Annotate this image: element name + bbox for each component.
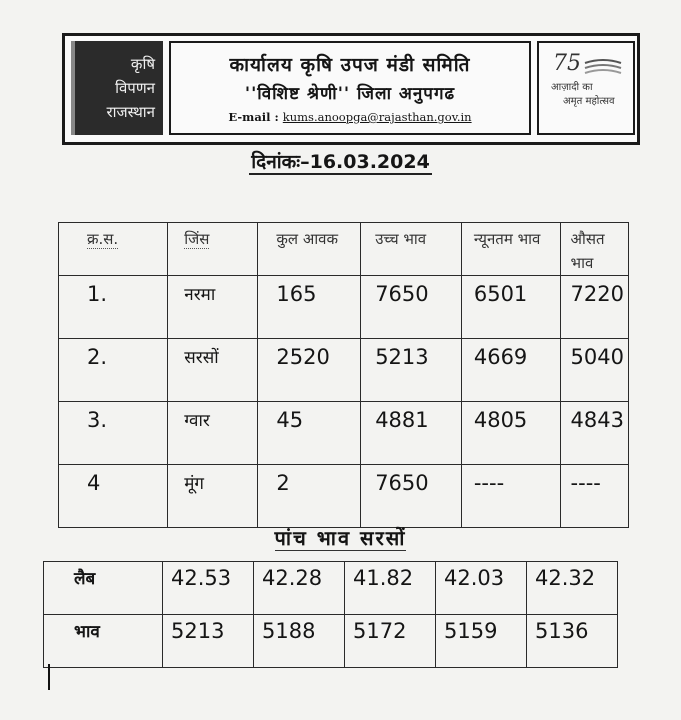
azadi-amrit-mahotsav-logo xyxy=(537,41,635,135)
logo-amrit-text: अमृत महोत्सव xyxy=(563,96,615,107)
cell-high: 7650 xyxy=(361,465,462,528)
cell-high: 7650 xyxy=(361,276,462,339)
logo-75-text: 75 xyxy=(553,51,581,76)
header-serial-label: क्र.स. xyxy=(87,230,119,248)
header-commodity-label: जिंस xyxy=(184,230,210,248)
cell-value: 42.03 xyxy=(436,562,527,615)
section-title-text: पांच भाव सरसों xyxy=(274,526,407,550)
letterhead xyxy=(62,33,640,145)
cell-arrival: 2520 xyxy=(258,339,361,402)
table-row xyxy=(59,402,629,465)
cell-serial: 2. xyxy=(59,339,168,402)
cell-value: 5188 xyxy=(254,615,345,668)
cell-value: 42.28 xyxy=(254,562,345,615)
email-label: E-mail : xyxy=(228,110,279,124)
table-row xyxy=(44,615,618,668)
table-row xyxy=(44,562,618,615)
header-arrival-label: कुल आवक xyxy=(276,230,339,248)
cell-value: 5159 xyxy=(436,615,527,668)
logo-left-line: राजस्थान xyxy=(106,103,155,121)
header-arrival xyxy=(258,223,361,276)
header-serial xyxy=(59,223,168,276)
market-price-table xyxy=(58,222,629,528)
header-commodity xyxy=(168,223,258,276)
row-label: भाव xyxy=(44,615,163,668)
office-title: कार्यालय कृषि उपज मंडी समिति xyxy=(229,54,471,76)
cell-commodity: सरसों xyxy=(168,339,258,402)
flag-swoosh-icon xyxy=(583,59,623,75)
cell-avg: 7220 xyxy=(560,276,628,339)
cell-avg: 5040 xyxy=(560,339,628,402)
cell-avg: ---- xyxy=(560,465,628,528)
krishi-vipnan-logo xyxy=(71,41,163,135)
email-address: kums.anoopga@rajasthan.gov.in xyxy=(282,110,472,124)
cell-commodity: नरमा xyxy=(168,276,258,339)
cell-serial: 1. xyxy=(59,276,168,339)
cell-arrival: 165 xyxy=(258,276,361,339)
cell-low: 4669 xyxy=(461,339,560,402)
row-label: लैब xyxy=(44,562,163,615)
cell-arrival: 45 xyxy=(258,402,361,465)
cell-low: ---- xyxy=(461,465,560,528)
header-avg-label: औसत भाव xyxy=(570,230,605,272)
cell-high: 4881 xyxy=(361,402,462,465)
cell-serial: 4 xyxy=(59,465,168,528)
table-row xyxy=(59,339,629,402)
cell-serial: 3. xyxy=(59,402,168,465)
text-cursor xyxy=(48,664,50,690)
header-low-label: न्यूनतम भाव xyxy=(473,230,541,248)
logo-left-line: कृषि xyxy=(130,55,155,73)
cell-commodity: ग्वार xyxy=(168,402,258,465)
table-header-row xyxy=(59,223,629,276)
header-high-price xyxy=(361,223,462,276)
logo-left-line: विपणन xyxy=(115,79,155,97)
cell-high: 5213 xyxy=(361,339,462,402)
table-row xyxy=(59,465,629,528)
cell-avg: 4843 xyxy=(560,402,628,465)
cell-value: 5213 xyxy=(163,615,254,668)
date-line xyxy=(0,148,681,174)
date-text: दिनांकः–16.03.2024 xyxy=(251,151,430,173)
header-avg-price xyxy=(560,223,628,276)
cell-value: 41.82 xyxy=(345,562,436,615)
mustard-five-price-table xyxy=(43,561,618,668)
cell-arrival: 2 xyxy=(258,465,361,528)
office-subtitle: ''विशिष्ट श्रेणी'' जिला अनुपगढ xyxy=(244,84,456,104)
office-title-box xyxy=(169,41,531,135)
cell-value: 5172 xyxy=(345,615,436,668)
header-high-label: उच्च भाव xyxy=(375,230,427,248)
cell-low: 6501 xyxy=(461,276,560,339)
table-row xyxy=(59,276,629,339)
cell-value: 42.32 xyxy=(527,562,618,615)
cell-value: 42.53 xyxy=(163,562,254,615)
logo-azadi-text: आज़ादी का xyxy=(551,82,593,93)
header-low-price xyxy=(461,223,560,276)
cell-value: 5136 xyxy=(527,615,618,668)
email-line xyxy=(171,110,529,124)
section-title xyxy=(0,524,681,551)
cell-commodity: मूंग xyxy=(168,465,258,528)
cell-low: 4805 xyxy=(461,402,560,465)
